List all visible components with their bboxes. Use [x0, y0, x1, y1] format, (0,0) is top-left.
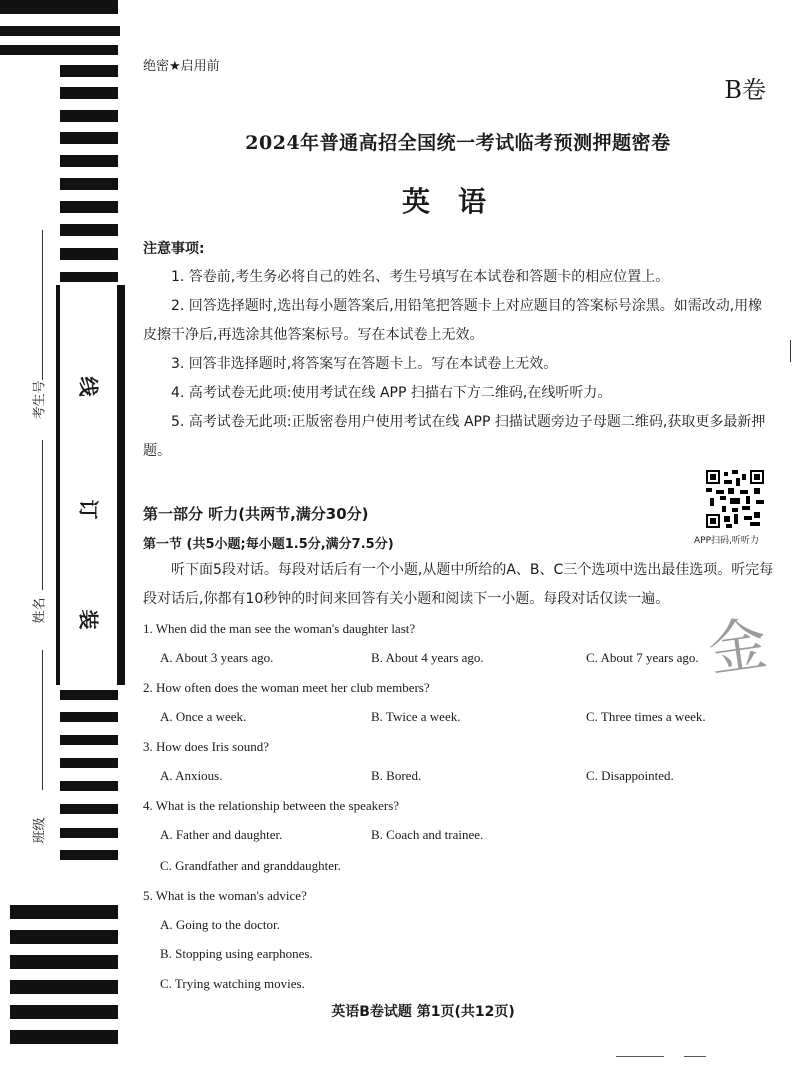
question-stem: 2. How often does the woman meet her club members? — [143, 680, 430, 695]
section-heading: 第一节 (共5小题;每小题1.5分,满分7.5分) — [143, 537, 394, 552]
secret-mark: 绝密★启用前 — [143, 59, 220, 74]
option: B. About 4 years ago. — [371, 650, 484, 665]
option: C. Grandfather and granddaughter. — [160, 858, 341, 873]
option: A. About 3 years ago. — [160, 650, 274, 665]
option: B. Twice a week. — [371, 709, 461, 724]
exam-title: 2024年普通高招全国统一考试临考预测押题密卷 — [245, 132, 671, 154]
question-stem: 4. What is the relationship between the speakers? — [143, 798, 400, 813]
footer-rule — [684, 1056, 706, 1057]
notice-item: 1. 答卷前,考生务必将自己的姓名、考生号填写在本试卷和答题卡的相应位置上。 — [171, 269, 670, 285]
option: C. About 7 years ago. — [586, 650, 699, 665]
listening-instructions: 听下面5段对话。每段对话后有一个小题,从题中所给的A、B、C三个选项中选出最佳选项。听完每段对话后,你都有10秒钟的时间来回答有关小题和阅读下一小题。每段对话仅读一遍。 — [143, 562, 774, 607]
option: A. Once a week. — [160, 709, 247, 724]
option: B. Coach and trainee. — [371, 827, 484, 842]
option: A. Going to the doctor. — [160, 917, 280, 932]
footer-rule — [616, 1056, 664, 1057]
option: B. Bored. — [371, 768, 422, 783]
notice-item: 2. 回答选择题时,选出每小题答案后,用铅笔把答题卡上对应题目的答案标号涂黑。如需改动,用橡皮擦干净后,再选涂其他答案标号。写在本试卷上无效。 — [143, 298, 763, 343]
subject-title: 英语 — [401, 185, 514, 218]
margin-tick — [790, 340, 791, 362]
binding-char-line: 线 — [76, 376, 101, 397]
notice-heading: 注意事项: — [143, 241, 205, 257]
notice-item: 4. 高考试卷无此项:使用考试在线 APP 扫描右下方二维码,在线听听力。 — [171, 385, 612, 401]
binding-margin — [0, 0, 125, 1066]
watermark: 金 — [704, 609, 772, 685]
question-stem: 1. When did the man see the woman's daughter last? — [143, 621, 416, 636]
class-label: 班级 — [32, 817, 48, 844]
option: C. Disappointed. — [586, 768, 674, 783]
option: A. Father and daughter. — [160, 827, 283, 842]
binding-char-zhuang: 装 — [76, 609, 101, 630]
notice-item: 5. 高考试卷无此项:正版密卷用户使用考试在线 APP 扫描试题旁边子母题二维码,获取更多最新押题。 — [143, 414, 766, 459]
option: C. Trying watching movies. — [160, 976, 305, 991]
option: C. Three times a week. — [586, 709, 706, 724]
qr-code-icon[interactable] — [706, 470, 764, 528]
binding-char-ding: 订 — [76, 499, 101, 520]
paper-version: B卷 — [724, 76, 766, 104]
question-stem: 3. How does Iris sound? — [143, 739, 270, 754]
part-heading: 第一部分 听力(共两节,满分30分) — [143, 505, 369, 523]
notice-item: 3. 回答非选择题时,将答案写在答题卡上。写在本试卷上无效。 — [171, 356, 558, 372]
page-footer: 英语B卷试题 第1页(共12页) — [331, 1004, 515, 1020]
option: A. Anxious. — [160, 768, 223, 783]
student-id-label: 考生号 — [32, 380, 48, 420]
qr-caption: APP扫码,听听力 — [694, 536, 759, 546]
name-label: 姓名 — [32, 597, 48, 624]
option: B. Stopping using earphones. — [160, 946, 313, 961]
question-stem: 5. What is the woman's advice? — [143, 888, 307, 903]
